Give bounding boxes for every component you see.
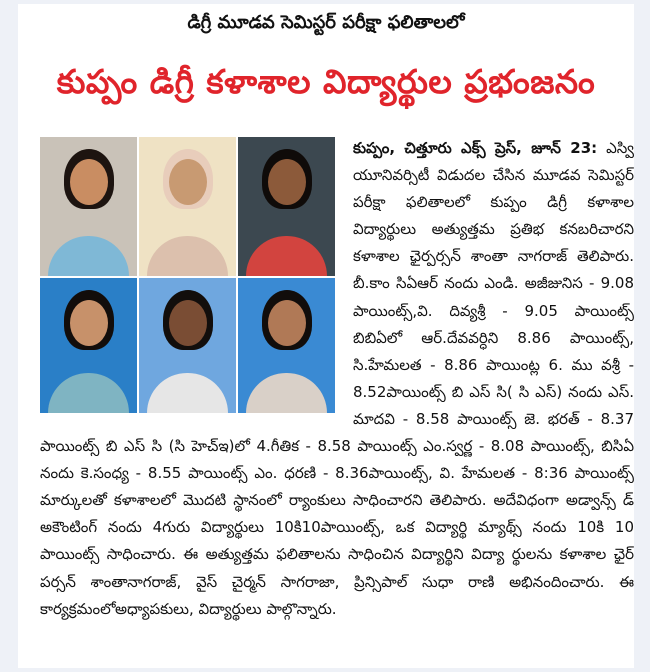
main-headline: కుప్పం డిగ్రీ కళాశాల విద్యార్థుల ప్రభంజనం (56, 62, 596, 101)
kicker-headline: డిగ్రీ మూడవ సెమిస్టర్ పరీక్షా ఫలితాలలో (187, 12, 465, 33)
dateline: కుప్పం, చిత్తూరు ఎక్స్ ప్రెస్, జూన్ 23: (353, 139, 598, 157)
newspaper-clipping (18, 4, 634, 668)
article-text: ఎస్వి యూనివర్సిటీ విడుదల చేసిన మూడవ సెమిస్టర్ పరీక్షా ఫలితాలలో కుప్పం డిగ్రీ కళాశాల విద్యార్థులు అత్యుత్తమ ప్రతిభ కనబరిచారని కళాశాల ఛైర్పర్సన్ శాంతా నాగరాజ్ తెలిపారు. బీ.కాం సిఏఆర్ నందు ఎండి. అజీజునిస - 9.08 పాయింట్స్,వి. దివ్యశ్రీ - 9.05 పాయింట్స్ బిబిఏలో ఆర్.దేవవర్ధిని 8.86 పాయింట్స్, సి.హేమలత - 8.86 పాయింట్ల 6. ము వశ్రీ - 8.52పాయింట్స్ బి ఎస్ సి( సి ఎస్) నందు ఎస్. మాదవి - 8.58 పాయింట్స్ జె. భరత్ - 8.37 పాయింట్స్ బి ఎస్ సి (సి హెచ్ఇ)లో 4.గీతిక - 8.58 పాయింట్స్ ఎం.స్వర్ణ - 8.08 పాయింట్స్, బిసిఏ నందు కె.సంధ్య - 8.55 పాయింట్స్ ఎం. ధరణి - 8.36పాయింట్స్, వి. హేమలత - 8:36 పాయింట్స్ మార్కులతో కళాశాలలో మొదటి స్థానంలో ర్యాంకులు సాధించారని తెలిపారు. అదేవిధంగా అడ్వాన్స్ డ్ అకౌంటింగ్ నందు 4గురు విద్యార్థులు 10కి10పాయింట్స్, ఒక విద్యార్థి మ్యాథ్స్ నందు 10కి 10 పాయింట్స్ సాధించారు. ఈ అత్యుత్తమ ఫలితాలను సాధించిన విద్యార్థిని విద్యా ర్థులను కళాశాల ఛైర్ పర్సన్ శాంతానాగరాజ్, వైస్ చైర్మన్ సాగరాజా, ప్రిన్సిపాల్ సుధా రాణి అభినందించారు. ఈ కార్యక్రమంలోఅధ్యాపకులు, విద్యార్థులు పాల్గొన్నారు. (40, 139, 634, 618)
article-body (40, 135, 634, 623)
